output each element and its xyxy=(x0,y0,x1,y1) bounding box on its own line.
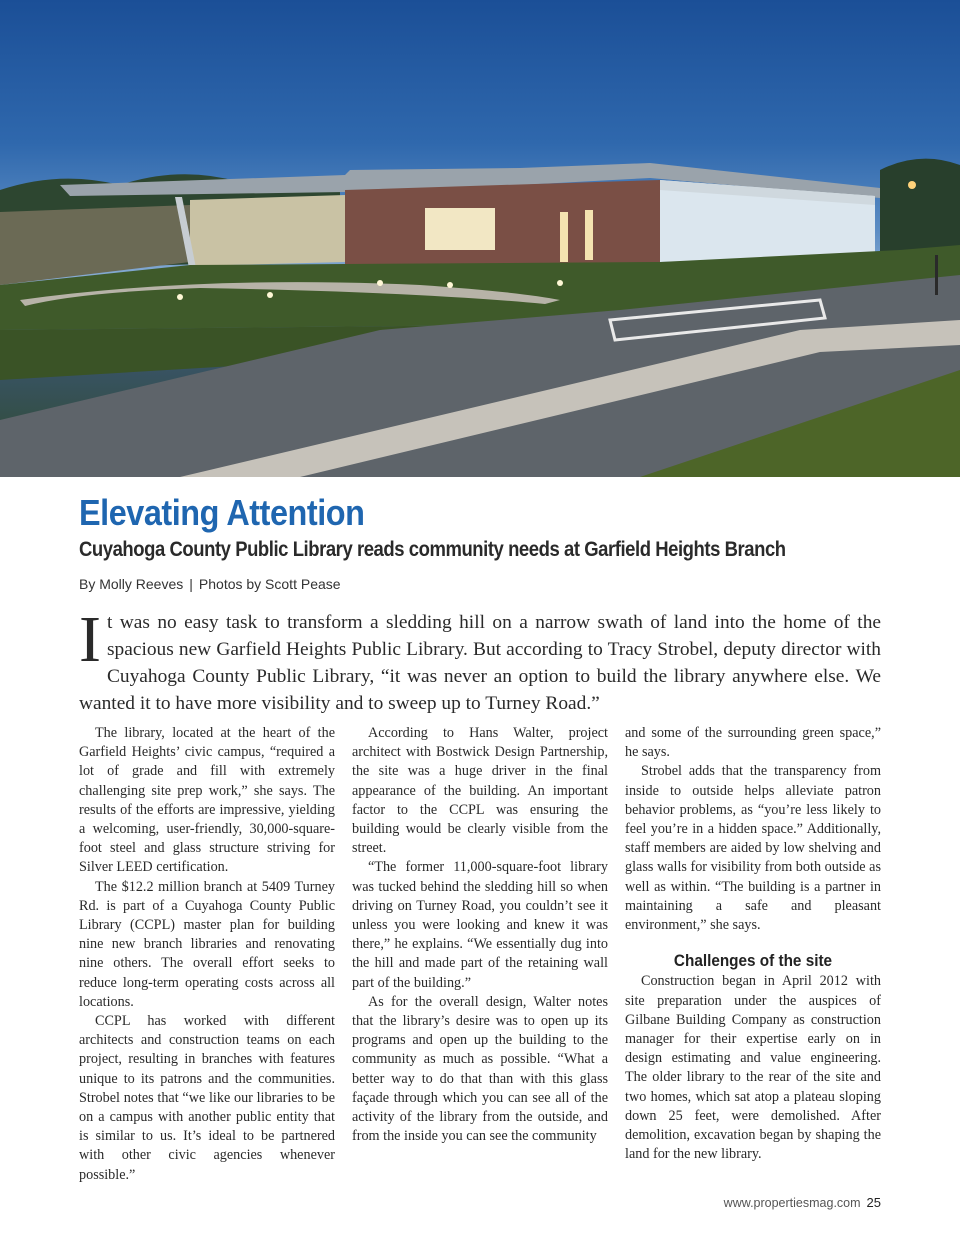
bollard-light xyxy=(177,294,183,300)
window-slit xyxy=(560,212,568,262)
paragraph: Construction began in April 2012 with site preparation under the auspices of Gilbane Building Company as construction manager for their expertise early on in design estimating and value engineering. The older library to the rear of the site and two homes, which sat atop a plateau sloping down 25 feet, were demolished. After demolition, excavation began by shaping the land for the new library. xyxy=(625,973,881,1163)
brick-facade xyxy=(345,180,660,268)
section-heading: Challenges of the site xyxy=(673,951,833,971)
hero-photo xyxy=(0,0,960,477)
byline-separator: | xyxy=(189,576,193,592)
window-slit xyxy=(585,210,593,260)
paragraph: The $12.2 million branch at 5409 Turney Rd. is part of a Cuyahoga County Public Library (CCPL) master plan for building nine new branch libraries and renovating nine others. The overall effort seeks to reduce long-term operating costs across all locations. xyxy=(79,878,335,1010)
drop-cap: I xyxy=(79,603,101,676)
treeline-right xyxy=(880,159,960,260)
byline-photos: Photos by Scott Pease xyxy=(198,576,341,592)
paragraph: CCPL has worked with different architects and construction teams on each project, resulting in branches with features unique to its patrons and the communities. Strobel notes that “we like our libraries to be on a campus with another public entity that is similar to us. It’s ideal to be partnered with other civic agencies whenever possible.” xyxy=(79,1013,335,1183)
footer-website: www.propertiesmag.com xyxy=(723,1196,861,1210)
bollard-light xyxy=(557,280,563,286)
page-footer xyxy=(724,1195,881,1210)
paragraph: According to Hans Walter, project architect with Bostwick Design Partnership, the site was a huge driver in the final appearance of the building. An important factor to the CCPL was ensuring the building would be clearly visible from the street. xyxy=(352,725,608,857)
byline xyxy=(79,576,341,592)
bollard-light xyxy=(447,282,453,288)
paragraph: As for the overall design, Walter notes that the library’s desire was to open up its programs and open up the building to the community as much as possible. “What a better way to do that than with this glass façade through which you can see all of the activity of the library from the outside, and from the inside you can see the community xyxy=(352,993,608,1145)
lead-paragraph xyxy=(79,603,881,717)
byline-author: By Molly Reeves xyxy=(79,576,184,592)
paragraph: Strobel adds that the transparency from inside to outside helps alleviate patron behavior problems, as “you’re less likely to feel you’re in a hidden space.” Additionally, staff members are aided by low shelving and glass walls for visibility from both outside as well as within. “The building is a partner in maintaining a safe and pleasant environment,” she says. xyxy=(625,763,881,934)
article-subtitle: Cuyahoga County Public Library reads community needs at Garfield Heights Branch xyxy=(79,538,786,561)
lamp-post xyxy=(935,255,938,295)
library-building-illustration xyxy=(0,0,960,477)
column-1 xyxy=(79,724,335,1185)
lead-text: t was no easy task to transform a sledding hill on a narrow swath of land into the home of the spacious new Garfield Heights Public Library. But according to Tracy Strobel, deputy director with Cuyahoga County Public Library, “it was never an option to build the library anywhere else. We wanted it to have more visibility and to sweep up to Turney Road.” xyxy=(79,612,881,714)
paragraph: The library, located at the heart of the Garfield Heights’ civic campus, “required a lot of grade and fill with extremely challenging site prep work,” she says. The results of the efforts are impressive, yielding a welcoming, user-friendly, 30,000-square-foot steel and glass structure striving for Silver LEED certification. xyxy=(79,725,335,876)
glass-wall-left xyxy=(190,195,345,266)
bollard-light xyxy=(377,280,383,286)
column-3 xyxy=(625,724,881,1164)
bollard-light xyxy=(267,292,273,298)
article-title: Elevating Attention xyxy=(79,492,365,533)
column-2 xyxy=(352,724,608,1146)
window xyxy=(425,208,495,250)
street-light xyxy=(908,181,916,189)
paragraph-continued: and some of the surrounding green space,” he says. xyxy=(625,725,881,761)
page-number: 25 xyxy=(866,1195,881,1210)
paragraph: “The former 11,000-square-foot library was tucked behind the sledding hill so when driving on Turney Road, you couldn’t see it unless you were looking and knew it was there,” he explains. “We essentially dug into the hill and made part of the retaining wall part of the building.” xyxy=(352,859,608,991)
